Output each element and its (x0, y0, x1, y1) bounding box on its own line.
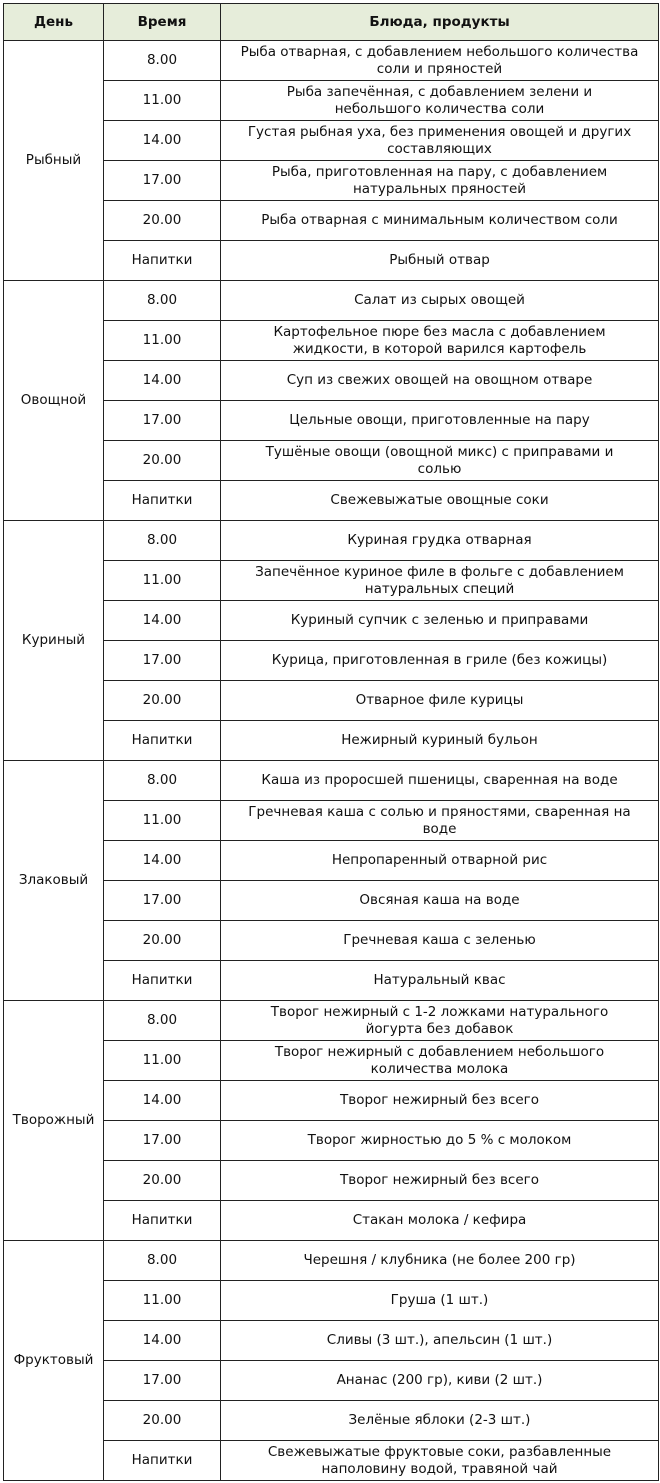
table-row (4, 281, 659, 321)
dish-cell: Отварное филе курицы (221, 681, 659, 721)
time-cell: 11.00 (104, 801, 221, 841)
dish-cell: Гречневая каша с зеленью (221, 921, 659, 961)
table-row (4, 1241, 659, 1281)
day-cell: Овощной (4, 281, 104, 521)
time-cell: 8.00 (104, 1241, 221, 1281)
dish-cell: Зелёные яблоки (2-3 шт.) (221, 1401, 659, 1441)
table-row (4, 1001, 659, 1041)
time-cell: 20.00 (104, 681, 221, 721)
time-cell: 17.00 (104, 1361, 221, 1401)
time-cell: Напитки (104, 721, 221, 761)
time-cell: 14.00 (104, 601, 221, 641)
time-cell: 20.00 (104, 441, 221, 481)
header-row (4, 4, 659, 41)
day-cell: Творожный (4, 1001, 104, 1241)
day-cell: Злаковый (4, 761, 104, 1001)
dish-cell: Цельные овощи, приготовленные на пару (221, 401, 659, 441)
dish-cell: Рыба, приготовленная на пару, с добавлением натуральных пряностей (221, 161, 659, 201)
time-cell: 8.00 (104, 281, 221, 321)
time-cell: 11.00 (104, 321, 221, 361)
header-day: День (4, 4, 104, 41)
table-row (4, 41, 659, 81)
time-cell: 8.00 (104, 1001, 221, 1041)
time-cell: 8.00 (104, 761, 221, 801)
day-cell: Рыбный (4, 41, 104, 281)
dish-cell: Стакан молока / кефира (221, 1201, 659, 1241)
header-dishes: Блюда, продукты (221, 4, 659, 41)
time-cell: 17.00 (104, 1121, 221, 1161)
dish-cell: Рыбный отвар (221, 241, 659, 281)
dish-cell: Куриный супчик с зеленью и приправами (221, 601, 659, 641)
dish-cell: Курица, приготовленная в гриле (без кожицы) (221, 641, 659, 681)
table-row (4, 521, 659, 561)
dish-cell: Запечённое куриное филе в фольге с добавлением натуральных специй (221, 561, 659, 601)
dish-cell: Каша из проросшей пшеницы, сваренная на воде (221, 761, 659, 801)
dish-cell: Непропаренный отварной рис (221, 841, 659, 881)
dish-cell: Рыба отварная с минимальным количеством соли (221, 201, 659, 241)
time-cell: 20.00 (104, 201, 221, 241)
time-cell: 14.00 (104, 1321, 221, 1361)
time-cell: Напитки (104, 241, 221, 281)
dish-cell: Салат из сырых овощей (221, 281, 659, 321)
dish-cell: Творог нежирный без всего (221, 1081, 659, 1121)
table-body (4, 41, 659, 1481)
time-cell: 20.00 (104, 921, 221, 961)
diet-table (3, 3, 659, 1481)
time-cell: 8.00 (104, 41, 221, 81)
time-cell: 17.00 (104, 881, 221, 921)
dish-cell: Груша (1 шт.) (221, 1281, 659, 1321)
time-cell: 14.00 (104, 1081, 221, 1121)
dish-cell: Нежирный куриный бульон (221, 721, 659, 761)
dish-cell: Суп из свежих овощей на овощном отваре (221, 361, 659, 401)
dish-cell: Свежевыжатые фруктовые соки, разбавленные наполовину водой, травяной чай (221, 1441, 659, 1481)
dish-cell: Овсяная каша на воде (221, 881, 659, 921)
dish-cell: Творог нежирный с 1-2 ложками натурального йогурта без добавок (221, 1001, 659, 1041)
time-cell: 11.00 (104, 561, 221, 601)
time-cell: 17.00 (104, 401, 221, 441)
dish-cell: Сливы (3 шт.), апельсин (1 шт.) (221, 1321, 659, 1361)
header-time: Время (104, 4, 221, 41)
time-cell: 20.00 (104, 1161, 221, 1201)
time-cell: Напитки (104, 1441, 221, 1481)
table-row (4, 761, 659, 801)
time-cell: Напитки (104, 1201, 221, 1241)
time-cell: 14.00 (104, 121, 221, 161)
time-cell: Напитки (104, 481, 221, 521)
time-cell: 8.00 (104, 521, 221, 561)
day-cell: Куриный (4, 521, 104, 761)
time-cell: 20.00 (104, 1401, 221, 1441)
dish-cell: Рыба запечённая, с добавлением зелени и небольшого количества соли (221, 81, 659, 121)
time-cell: Напитки (104, 961, 221, 1001)
dish-cell: Черешня / клубника (не более 200 гр) (221, 1241, 659, 1281)
dish-cell: Натуральный квас (221, 961, 659, 1001)
dish-cell: Картофельное пюре без масла с добавлением жидкости, в которой варился картофель (221, 321, 659, 361)
dish-cell: Тушёные овощи (овощной микс) с приправами и солью (221, 441, 659, 481)
time-cell: 14.00 (104, 361, 221, 401)
dish-cell: Свежевыжатые овощные соки (221, 481, 659, 521)
time-cell: 11.00 (104, 1041, 221, 1081)
day-cell: Фруктовый (4, 1241, 104, 1481)
dish-cell: Творог нежирный без всего (221, 1161, 659, 1201)
dish-cell: Густая рыбная уха, без применения овощей и других составляющих (221, 121, 659, 161)
time-cell: 11.00 (104, 81, 221, 121)
dish-cell: Куриная грудка отварная (221, 521, 659, 561)
time-cell: 11.00 (104, 1281, 221, 1321)
time-cell: 14.00 (104, 841, 221, 881)
time-cell: 17.00 (104, 161, 221, 201)
dish-cell: Рыба отварная, с добавлением небольшого количества соли и пряностей (221, 41, 659, 81)
dish-cell: Гречневая каша с солью и пряностями, сваренная на воде (221, 801, 659, 841)
dish-cell: Творог жирностью до 5 % с молоком (221, 1121, 659, 1161)
dish-cell: Творог нежирный с добавлением небольшого количества молока (221, 1041, 659, 1081)
dish-cell: Ананас (200 гр), киви (2 шт.) (221, 1361, 659, 1401)
time-cell: 17.00 (104, 641, 221, 681)
